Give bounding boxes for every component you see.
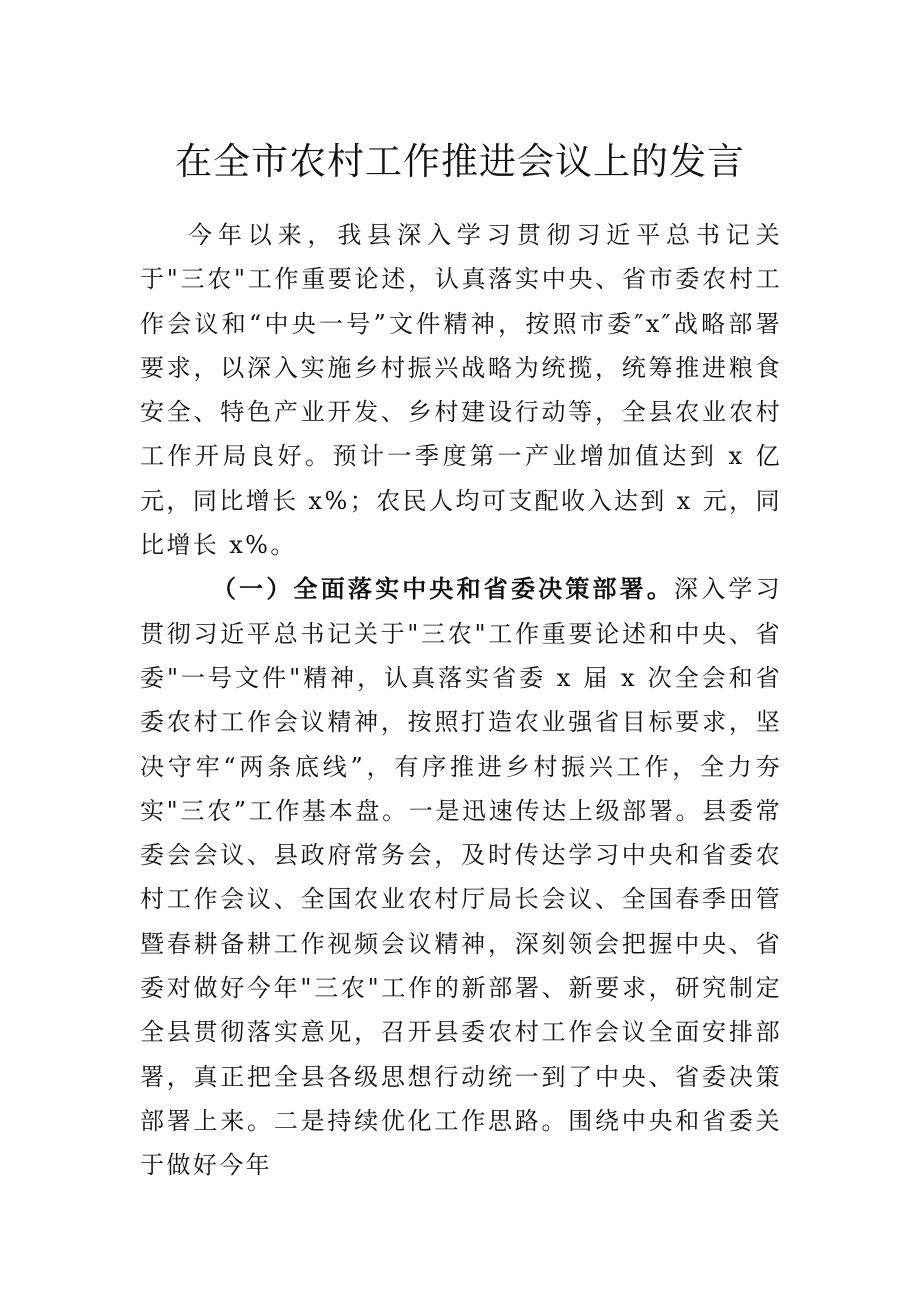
paragraph-section-1 (140, 567, 782, 1187)
document-body (140, 213, 782, 1188)
section-body: 深入学习贯彻习近平总书记关于"三农"工作重要论述和中央、省委"一号文件"精神，认真落实省委 x 届 x 次全会和省委农村工作会议精神，按照打造农业强省目标要求，坚决守牢“两条底线”，有序推进乡村振兴工作，全力夯实"三农”工作基本盘。一是迅速传达上级部署。县委常委会会议、县政府常务会，及时传达学习中央和省委农村工作会议、全国农业农村厅局长会议、全国春季田管暨春耕备耕工作视频会议精神，深刻领会把握中央、省委对做好今年"三农"工作的新部署、新要求，研究制定全县贯彻落实意见，召开县委农村工作会议全面安排部署，真正把全县各级思想行动统一到了中央、省委决策部署上来。二是持续优化工作思路。围绕中央和省委关于做好今年 (140, 575, 782, 1180)
paragraph-intro: 今年以来，我县深入学习贯彻习近平总书记关于"三农"工作重要论述，认真落实中央、省市委农村工作会议和“中央一号”文件精神，按照市委″x″战略部署要求，以深入实施乡村振兴战略为统揽，统筹推进粮食安全、特色产业开发、乡村建设行动等，全县农业农村工作开局良好。预计一季度第一产业增加值达到 x 亿元，同比增长 x%；农民人均可支配收入达到 x 元，同比增长 x%。 (140, 221, 782, 560)
section-heading: （一）全面落实中央和省委决策部署。 (212, 574, 675, 604)
document-title: 在全市农村工作推进会议上的发言 (175, 140, 745, 183)
